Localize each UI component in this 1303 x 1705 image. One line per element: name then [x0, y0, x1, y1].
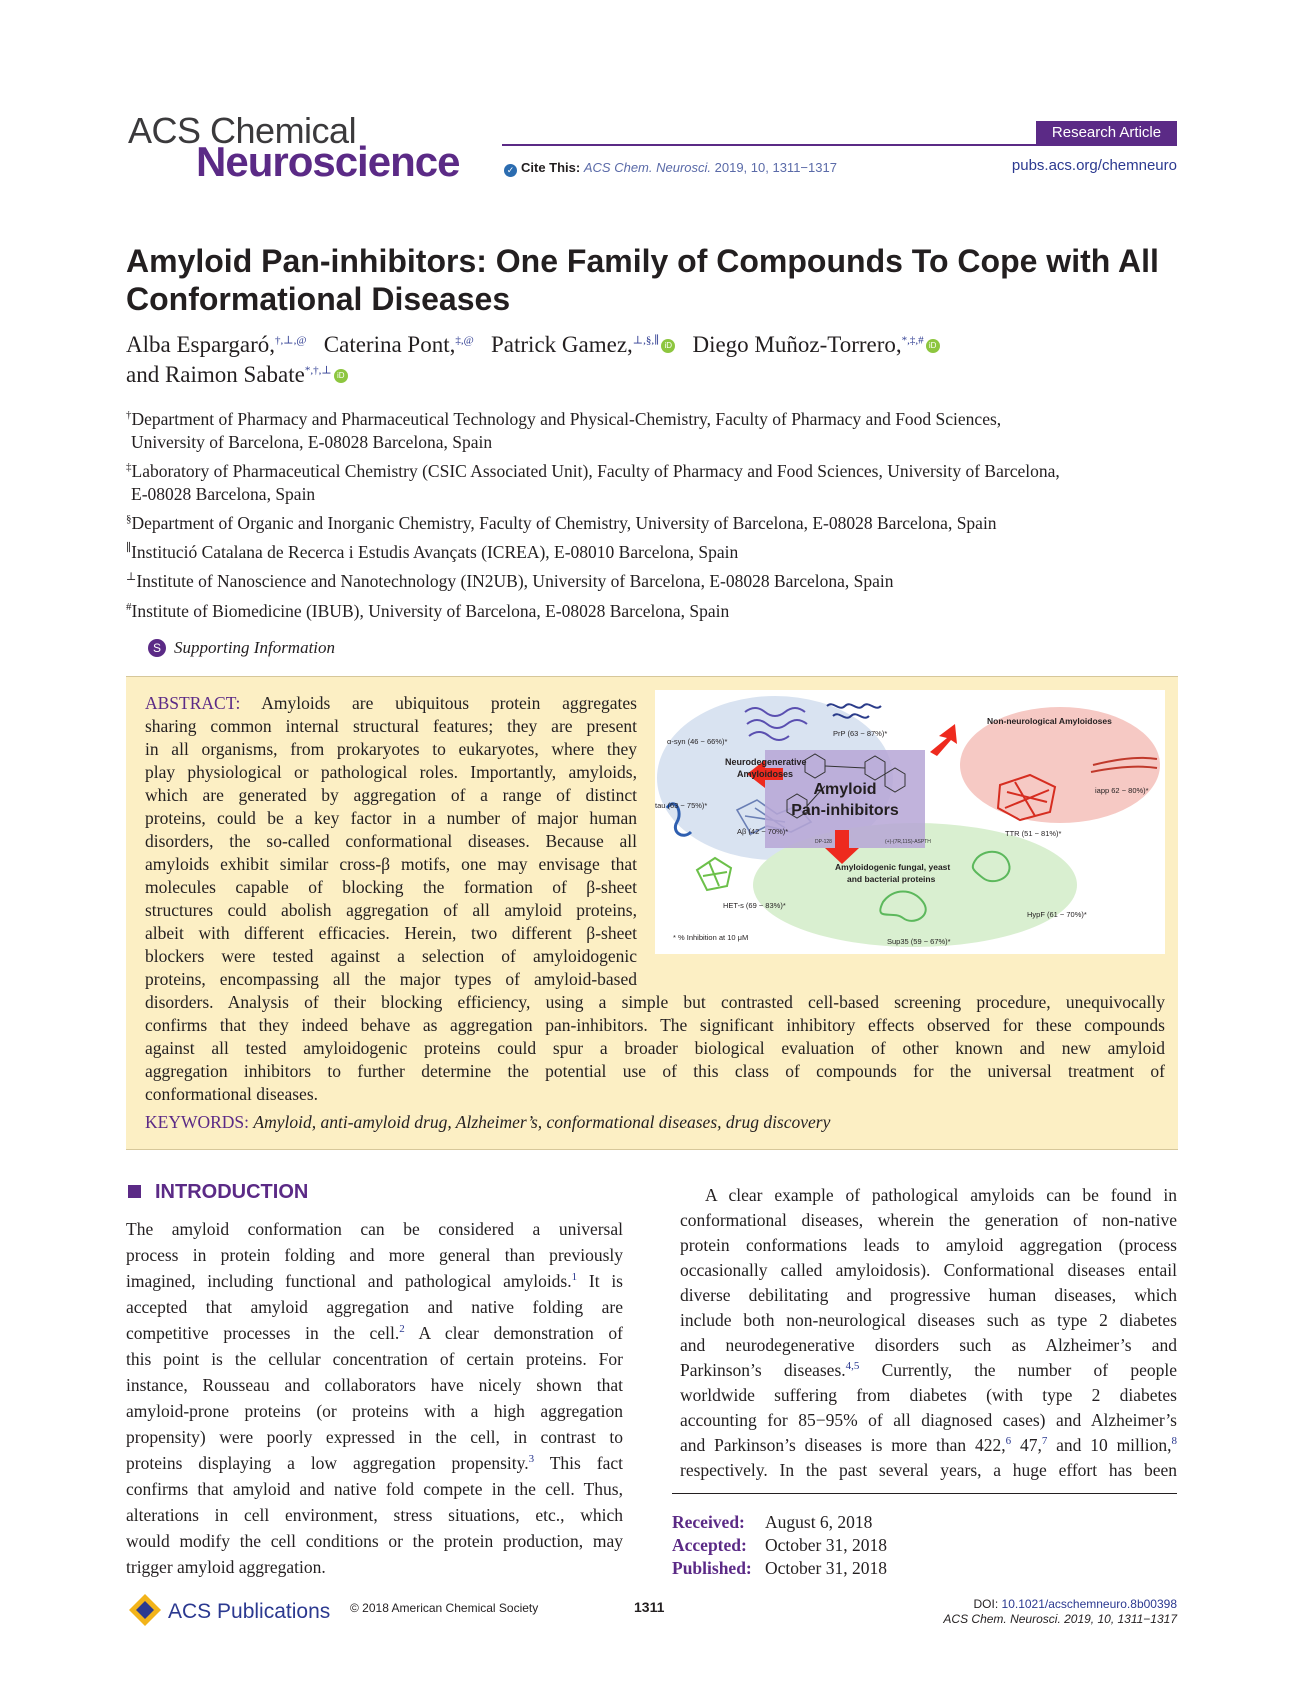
author-name[interactable]: Diego Muñoz-Torrero, [692, 332, 902, 357]
reference-link[interactable]: 7 [1041, 1435, 1048, 1448]
heading-label: INTRODUCTION [155, 1181, 309, 1203]
body-text-line: process in protein folding and more general than previously [126, 1245, 623, 1265]
affiliation-text: Department of Organic and Inorganic Chemistry, Faculty of Chemistry, University of Barcelona, E-08028 Barcelona, Spain [131, 513, 997, 533]
page-number: 1311 [634, 1599, 665, 1615]
author-name[interactable]: Patrick Gamez, [491, 332, 633, 357]
body-text-line: diverse debilitating and progressive human diseases, which [680, 1285, 1177, 1305]
abstract-line: proteins, encompassing all the major types of amyloid-based [145, 969, 637, 989]
acs-publications-logo[interactable] [128, 1593, 330, 1627]
fungal-item: HypF (61 − 70%)* [1027, 910, 1087, 919]
body-text-line: proteins displaying a low aggregation propensity.$^3$ This fact [126, 1453, 623, 1473]
cite-volume[interactable]: 2019, 10, 1311−1317 [714, 160, 837, 175]
body-text-line: conformational diseases, wherein the generation of non-native [680, 1210, 1177, 1230]
nonneuro-title: Non-neurological Amyloidoses [987, 716, 1112, 726]
affiliation [126, 600, 1186, 623]
author-name[interactable]: and Raimon Sabate [126, 362, 305, 387]
abstract-line: blockers were tested against a selection of amyloidogenic [145, 946, 637, 966]
abstract-line: play physiological or pathological roles. Importantly, amyloids, [145, 762, 637, 782]
cite-journal[interactable]: ACS Chem. Neurosci. [583, 160, 712, 175]
orcid-icon[interactable]: iD [661, 339, 675, 353]
body-text-line: include both non-neurological diseases such as type 2 diabetes [680, 1310, 1177, 1330]
keywords-list: Amyloid, anti-amyloid drug, Alzheimer’s, conformational diseases, drug discovery [253, 1112, 831, 1132]
body-text-line: imagined, including functional and pathological amyloids.$^1$ It is [126, 1271, 623, 1291]
affiliation-mark: ‡ [126, 461, 132, 474]
body-text-line: worldwide suffering from diabetes (with type 2 diabetes [680, 1385, 1177, 1405]
date-received: Received: August 6, 2018 [672, 1512, 873, 1532]
affiliation-text: Institute of Nanoscience and Nanotechnology (IN2UB), University of Barcelona, E-08028 Barcelona, Spain [136, 571, 894, 591]
body-text-line: amyloid-prone proteins (or proteins with a high aggregation [126, 1401, 623, 1421]
heading-square-icon [128, 1185, 141, 1198]
body-text-line: propensity) were poorly expressed in the cell, in contrast to [126, 1427, 623, 1447]
affiliation-mark: ⊥ [126, 571, 137, 584]
body-text-line: confirms that amyloid and native fold compete in the cell. Thus, [126, 1479, 623, 1499]
doi-block [943, 1597, 1177, 1627]
center-label-line2: Pan-inhibitors [791, 802, 899, 819]
affiliation-text: University of Barcelona, E-08028 Barcelona, Spain [131, 432, 493, 452]
compound-label: DP-128 [815, 839, 832, 845]
date-accepted: Accepted: October 31, 2018 [672, 1535, 887, 1555]
author-name[interactable]: Caterina Pont, [323, 332, 456, 357]
abstract-line: molecules capable of blocking the formation of β-sheet [145, 877, 637, 897]
publisher-label: ACS Publications [168, 1600, 331, 1623]
affiliation [126, 408, 1186, 454]
neuro-title-line1: Neurodegenerative [725, 757, 807, 767]
affiliation-mark: # [126, 601, 132, 614]
fungal-item: HET-s (69 − 83%)* [723, 901, 786, 910]
affiliation-mark: § [126, 513, 132, 526]
abstract-line: amyloids exhibit similar cross-β motifs, one may envisage that [145, 854, 637, 874]
abstract-line: disorders, the so-called conformational diseases. Because all [145, 831, 637, 851]
author-affil-marks: ⊥,§,∥ [632, 334, 660, 347]
body-text-line: accounting for 85−95% of all diagnosed cases) and Alzheimer’s [680, 1410, 1177, 1430]
journal-logo-bottom: Neuroscience [196, 138, 460, 185]
affiliation [126, 460, 1186, 506]
author-list [126, 330, 1186, 390]
abstract-line: in all organisms, from prokaryotes to eukaryotes, where they [145, 739, 637, 759]
author-name[interactable]: Alba Espargaró, [126, 332, 276, 357]
copyright: © 2018 American Chemical Society [350, 1601, 539, 1615]
body-text-line: would modify the cell conditions or the protein production, may [126, 1531, 623, 1551]
body-text-line: Parkinson’s diseases.$^{4,5}$ Currently, the number of people [680, 1360, 1177, 1380]
center-label-line1: Amyloid [813, 781, 877, 798]
article-type-badge: Research Article [1036, 121, 1177, 145]
body-text-line: alterations in cell environment, stress situations, etc., which [126, 1505, 623, 1525]
affiliation-text: Institute of Biomedicine (IBUB), University of Barcelona, E-08028 Barcelona, Spain [131, 601, 730, 621]
author-affil-marks: ‡,@ [455, 334, 474, 347]
affiliation-text: Department of Pharmacy and Pharmaceutical Technology and Physical-Chemistry, Faculty of Pharmacy and Food Sciences, [131, 409, 1002, 429]
author-affil-marks: †,⊥,@ [275, 334, 307, 347]
body-text-line: competitive processes in the cell.$^2$ A clear demonstration of [126, 1323, 623, 1343]
abstract-line: conformational diseases. [145, 1084, 319, 1104]
affiliation-text: Laboratory of Pharmaceutical Chemistry (CSIC Associated Unit), Faculty of Pharmacy and Food Sciences, University of Barcelona, [131, 461, 1060, 481]
compound-label: (+)-(7R,11S)-ASPTH [885, 839, 931, 845]
reference-link[interactable]: 4,5 [845, 1360, 860, 1373]
abstract-line: structures could abolish aggregation of all amyloid proteins, [145, 900, 637, 920]
body-text-line: A clear example of pathological amyloids can be found in [705, 1185, 1177, 1205]
body-text-line: and Parkinson’s diseases is more than 422,$^6$ 47,$^7$ and 10 million,$^8$ [680, 1435, 1178, 1455]
body-text-line: occasionally called amyloidosis). Conformational diseases entail [680, 1260, 1177, 1280]
abstract-line: ABSTRACT: Amyloids are ubiquitous protein aggregates [145, 693, 637, 713]
dates-rule [672, 1493, 1177, 1494]
body-text-line: trigger amyloid aggregation. [126, 1557, 326, 1577]
reference-link[interactable]: 2 [399, 1323, 405, 1336]
date-published: Published: October 31, 2018 [672, 1558, 887, 1578]
nonneuro-item: TTR (51 − 81%)* [1005, 829, 1062, 838]
author-affil-marks: *,‡,# [901, 334, 924, 347]
neuro-item: Aβ (42 − 70%)* [737, 827, 789, 836]
graphic-footnote: * % Inhibition at 10 μM [673, 933, 749, 942]
abstract-line: aggregation inhibitors to further determine the potential use of this class of compounds for the universal treatment of [145, 1061, 1165, 1081]
reference-link[interactable]: 6 [1005, 1435, 1012, 1448]
abstract-line: confirms that they indeed behave as aggregation pan-inhibitors. The significant inhibitory effects observed for these compounds [145, 1015, 1165, 1035]
footer-citation: ACS Chem. Neurosci. 2019, 10, 1311−1317 [943, 1612, 1177, 1626]
protein-structure-icon [697, 858, 731, 890]
neuro-item: tau (63 − 75%)* [655, 801, 708, 810]
author-affil-marks: *,†,⊥ [304, 364, 332, 377]
acs-diamond-icon [128, 1593, 162, 1627]
affiliation-text: Institució Catalana de Recerca i Estudis Avançats (ICREA), E-08010 Barcelona, Spain [131, 542, 739, 562]
reference-link[interactable]: 8 [1171, 1435, 1178, 1448]
affiliation [126, 512, 1186, 535]
body-text-line: this point is the cellular concentration of certain proteins. For [126, 1349, 623, 1369]
supporting-information-link[interactable] [148, 638, 335, 658]
abstract-line: which are generated by aggregation of a range of distinct [145, 785, 637, 805]
journal-logo-top: ACS Chemical [128, 110, 357, 151]
arrow-up-right-icon [930, 724, 957, 756]
affiliation-mark: † [126, 409, 132, 422]
neuro-title-line2: Amyloidoses [737, 769, 794, 779]
orcid-icon[interactable]: iD [926, 339, 940, 353]
doi-link[interactable]: 10.1021/acschemneuro.8b00398 [1001, 1597, 1177, 1611]
section-heading-introduction [128, 1181, 308, 1204]
article-title: Amyloid Pan-inhibitors: One Family of Compounds To Cope with All Conformational Diseases [126, 243, 1159, 317]
reference-link[interactable]: 1 [571, 1271, 578, 1284]
keywords [145, 1111, 1165, 1134]
cite-this-line[interactable] [504, 160, 837, 177]
doi-label: DOI: [973, 1597, 999, 1611]
affiliation-mark: ∥ [126, 542, 132, 555]
abstract-label: ABSTRACT: [145, 693, 241, 713]
orcid-icon[interactable]: iD [334, 369, 348, 383]
body-text-line: and neurodegenerative disorders such as Alzheimer’s and [680, 1335, 1177, 1355]
supporting-info-label: Supporting Information [174, 638, 336, 657]
fungal-title-line2: and bacterial proteins [847, 874, 936, 884]
body-text-line: respectively. In the past several years, a huge effort has been [680, 1460, 1177, 1480]
affiliation [126, 541, 1186, 564]
supporting-info-icon: S [148, 639, 166, 657]
neuro-item: α-syn (46 − 66%)* [667, 737, 728, 746]
toc-graphic[interactable] [655, 690, 1165, 954]
fungal-item: Sup35 (59 − 67%)* [887, 937, 951, 946]
fungal-title-line1: Amyloidogenic fungal, yeast [835, 862, 951, 872]
body-text-line: instance, Rousseau and collaborators have nicely shown that [126, 1375, 623, 1395]
journal-url-link[interactable]: pubs.acs.org/chemneuro [1011, 157, 1177, 174]
keywords-label: KEYWORDS: [145, 1112, 250, 1132]
body-text-line: The amyloid conformation can be considered a universal [126, 1219, 623, 1239]
body-text-line: protein conformations leads to amyloid aggregation (process [680, 1235, 1177, 1255]
abstract-line: against all tested amyloidogenic proteins could spur a broader biological evaluation of other known and new amyloid [145, 1038, 1165, 1058]
check-icon: ✓ [504, 164, 517, 177]
body-text-line: accepted that amyloid aggregation and native folding are [126, 1297, 623, 1317]
neuro-item: PrP (63 − 87%)* [833, 729, 888, 738]
affiliation-text: E-08028 Barcelona, Spain [131, 484, 316, 504]
abstract-line: proteins, could be a key factor in a number of major human [145, 808, 637, 828]
abstract-line: albeit with different efficacies. Herein, two different β-sheet [145, 923, 637, 943]
nonneuro-item: iapp 62 − 80%)* [1095, 786, 1149, 795]
cite-label: Cite This: [521, 160, 581, 175]
affiliation [126, 570, 1186, 593]
abstract-line: sharing common internal structural features; they are present [145, 716, 637, 736]
abstract-line: disorders. Analysis of their blocking efficiency, using a simple but contrasted cell-based screening procedure, unequivocally [145, 992, 1165, 1012]
reference-link[interactable]: 3 [528, 1453, 535, 1466]
